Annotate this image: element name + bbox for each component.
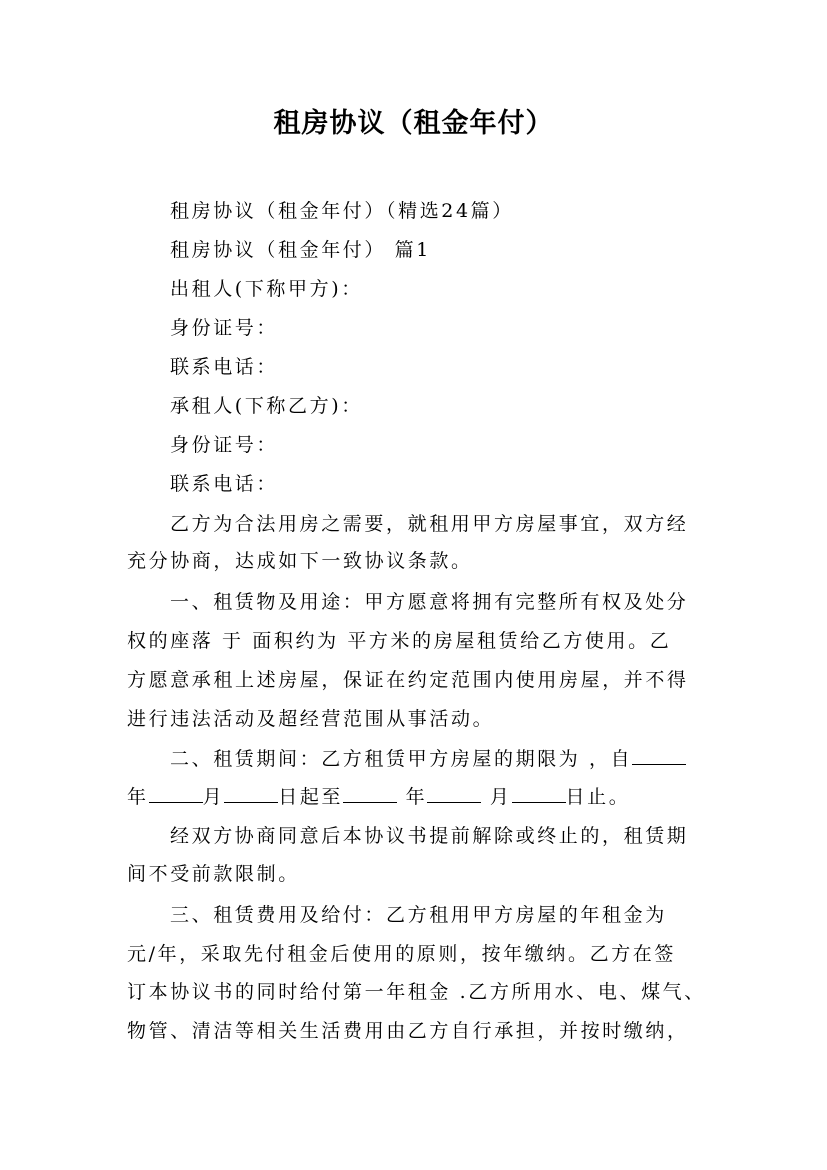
lessee-phone-label: 联系电话： <box>170 473 279 495</box>
clause-1-line: 进行违法活动及超经营范围从事活动。 <box>127 708 495 730</box>
paragraph-line: 经双方协商同意后本协议书提前解除或终止的，租赁期 <box>170 825 689 847</box>
year-label: 年 <box>127 786 149 808</box>
clause-1-line: 一、租赁物及用途：甲方愿意将拥有完整所有权及处分 <box>170 591 689 613</box>
blank-underline <box>512 784 566 803</box>
blank-underline <box>343 784 397 803</box>
clause-3-line: 三、租赁费用及给付：乙方租用甲方房屋的年租金为 <box>170 904 667 926</box>
paragraph-line: 乙方为合法用房之需要，就租用甲方房屋事宜，双方经 <box>170 513 689 535</box>
day-end-label: 日止。 <box>565 786 631 808</box>
month-label: 月 <box>481 786 512 808</box>
paragraph-line: 间不受前款限制。 <box>127 863 300 885</box>
clause-2-line <box>170 746 686 772</box>
blank-underline <box>149 784 203 803</box>
clause-1-line: 权的座落 于 面积约为 平方米的房屋租赁给乙方使用。乙 <box>127 630 672 652</box>
month-label: 月 <box>202 786 225 808</box>
lessor-id-label: 身份证号： <box>170 317 279 339</box>
clause-3-line: 元/年，采取先付租金后使用的原则，按年缴纳。乙方在签 <box>127 943 677 965</box>
paragraph-line: 充分协商，达成如下一致协议条款。 <box>127 550 473 572</box>
lessor-phone-label: 联系电话： <box>170 356 279 378</box>
clause-2-text: 二、租赁期间：乙方租赁甲方房屋的期限为 ，自 <box>170 748 633 770</box>
year-label: 年 <box>397 786 428 808</box>
clause-1-line: 方愿意承租上述房屋，保证在约定范围内使用房屋，并不得 <box>127 669 689 691</box>
blank-underline <box>632 746 686 765</box>
subtitle-line: 租房协议（租金年付）（精选24篇） <box>170 200 514 222</box>
document-title: 租房协议（租金年付） <box>273 108 554 139</box>
section-heading: 租房协议（租金年付） 篇1 <box>170 239 431 261</box>
day-start-label: 日起至 <box>278 786 344 808</box>
lessor-label: 出租人(下称甲方)： <box>170 278 363 300</box>
blank-underline <box>427 784 481 803</box>
lessee-label: 承租人(下称乙方)： <box>170 395 363 417</box>
clause-3-line: 订本协议书的同时给付第一年租金 .乙方所用水、电、煤气、 <box>127 981 706 1003</box>
lessee-id-label: 身份证号： <box>170 434 279 456</box>
blank-underline <box>224 784 278 803</box>
clause-2-date-line <box>127 784 630 810</box>
clause-3-line: 物管、清洁等相关生活费用由乙方自行承担，并按时缴纳， <box>127 1020 689 1042</box>
